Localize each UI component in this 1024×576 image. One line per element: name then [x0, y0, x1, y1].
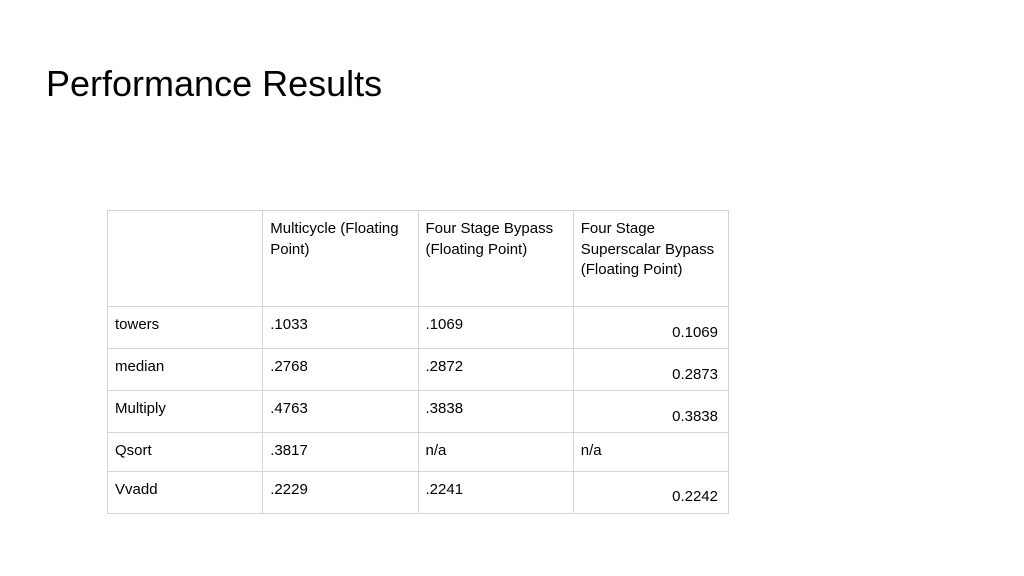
superscalar-value-cell: n/a	[573, 433, 728, 472]
row-label-cell: towers	[108, 307, 263, 349]
superscalar-value-cell: 0.3838	[573, 391, 728, 433]
performance-results-table	[107, 210, 729, 514]
multicycle-value-cell: .2768	[263, 349, 418, 391]
row-label-cell: median	[108, 349, 263, 391]
table-row	[108, 433, 729, 472]
superscalar-value-cell: 0.2873	[573, 349, 728, 391]
row-label-cell: Multiply	[108, 391, 263, 433]
bypass-value-cell: .2241	[418, 471, 573, 513]
table-row	[108, 391, 729, 433]
header-cell-empty	[108, 211, 263, 307]
row-label-cell: Vvadd	[108, 471, 263, 513]
table-row	[108, 307, 729, 349]
superscalar-value-cell: 0.2242	[573, 471, 728, 513]
multicycle-value-cell: .4763	[263, 391, 418, 433]
bypass-value-cell: .3838	[418, 391, 573, 433]
multicycle-value-cell: .1033	[263, 307, 418, 349]
bypass-value-cell: n/a	[418, 433, 573, 472]
multicycle-value-cell: .3817	[263, 433, 418, 472]
bypass-value-cell: .1069	[418, 307, 573, 349]
row-label-cell: Qsort	[108, 433, 263, 472]
multicycle-value-cell: .2229	[263, 471, 418, 513]
table-row	[108, 471, 729, 513]
table-row	[108, 349, 729, 391]
table-header-row	[108, 211, 729, 307]
slide-title: Performance Results	[46, 63, 383, 104]
header-cell-multicycle: Multicycle (Floating Point)	[263, 211, 418, 307]
header-cell-four-stage-bypass: Four Stage Bypass (Floating Point)	[418, 211, 573, 307]
superscalar-value-cell: 0.1069	[573, 307, 728, 349]
header-cell-four-stage-superscalar: Four Stage Superscalar Bypass (Floating Point)	[573, 211, 728, 307]
bypass-value-cell: .2872	[418, 349, 573, 391]
